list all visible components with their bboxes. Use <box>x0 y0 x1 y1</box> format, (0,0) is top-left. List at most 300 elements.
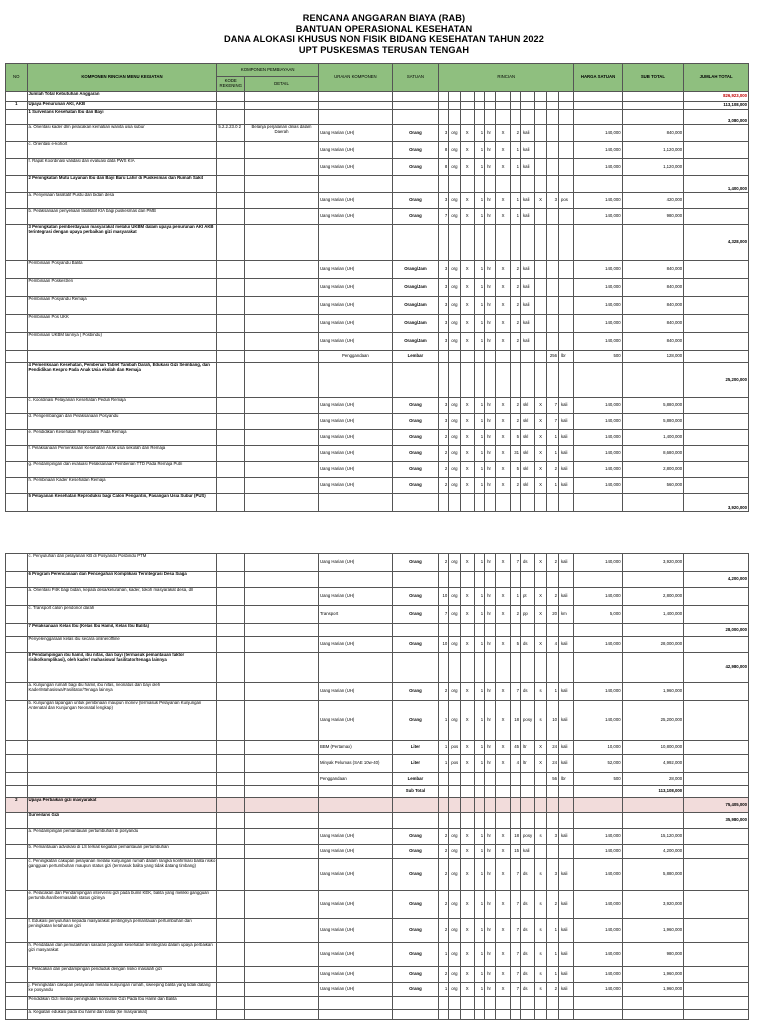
table-row <box>6 478 749 494</box>
row-rincian-5: hr <box>485 588 496 606</box>
row-rincian-8: ds <box>521 859 535 891</box>
row-rincian-10 <box>546 997 558 1010</box>
row-komponen <box>27 741 217 755</box>
row-rincian-11 <box>559 572 574 588</box>
row-komponen: Surveilans Gizi <box>27 813 217 829</box>
row-rincian-2: pos <box>449 755 460 773</box>
row-komponen: 5 Pelayanan Kesehatan Reproduksi bagi Calon Pengantin, Pasangan Usia Subur (PUS) <box>27 494 217 512</box>
row-rincian-1: 3 <box>439 125 449 142</box>
row-kode-rekening <box>217 430 245 446</box>
row-rincian-1 <box>439 494 449 512</box>
row-rincian-6: X <box>496 859 510 891</box>
table-row <box>6 813 749 829</box>
row-rincian-9: X <box>535 588 546 606</box>
row-rincian-10: 24 <box>546 741 558 755</box>
row-rincian-1: 7 <box>439 606 449 624</box>
row-rincian-3: X <box>460 159 474 176</box>
row-rincian-8 <box>521 351 535 363</box>
row-kode-rekening <box>217 606 245 624</box>
row-rincian-3 <box>460 1010 474 1020</box>
row-harga: 140,000 <box>574 209 622 225</box>
table-row <box>6 983 749 997</box>
row-harga <box>574 813 622 829</box>
row-rincian-7 <box>510 110 520 125</box>
table-row <box>6 637 749 653</box>
row-rincian-6 <box>496 1010 510 1020</box>
row-rincian-11 <box>558 363 573 398</box>
row-rincian-2: org <box>449 462 460 478</box>
row-rincian-4: 1 <box>474 446 484 462</box>
row-rincian-4: 1 <box>474 398 484 414</box>
row-rincian-8: ds <box>521 554 535 572</box>
row-harga: 140,000 <box>574 983 622 997</box>
row-no <box>6 193 28 209</box>
row-uraian: Uang Harian (UH) <box>318 845 392 859</box>
row-rincian-11: pos <box>558 193 573 209</box>
row-rincian-10 <box>546 494 558 512</box>
table-row <box>6 967 749 983</box>
row-rincian-8: kali <box>521 142 535 159</box>
row-jumlah <box>684 446 749 462</box>
row-kode-rekening <box>217 333 245 351</box>
row-detail <box>245 554 319 572</box>
row-rincian-9 <box>535 102 546 110</box>
row-no <box>6 943 28 967</box>
table-row <box>6 859 749 891</box>
row-uraian: Uang Harian (UH) <box>318 333 392 351</box>
row-rincian-4: 1 <box>474 943 484 967</box>
table-row <box>6 755 749 773</box>
row-uraian: Uang Harian (UH) <box>318 478 392 494</box>
row-rincian-10 <box>546 176 558 193</box>
col-pembiayaan: KOMPONEN PEMBIAYAAN <box>217 64 319 77</box>
row-rincian-9 <box>535 333 546 351</box>
row-rincian-10: 2 <box>546 891 558 919</box>
row-rincian-1: 2 <box>439 430 449 446</box>
row-rincian-11 <box>558 494 573 512</box>
row-jumlah <box>684 683 749 701</box>
row-jumlah: 826,923,000 <box>684 92 749 102</box>
row-rincian-3: X <box>460 606 474 624</box>
row-rincian-3 <box>460 624 474 637</box>
row-harga: 140,000 <box>574 430 622 446</box>
row-rincian-10 <box>546 159 558 176</box>
row-rincian-6 <box>496 624 510 637</box>
row-uraian <box>318 997 392 1010</box>
row-rincian-5 <box>485 798 496 813</box>
row-rincian-3 <box>460 494 474 512</box>
row-rincian-9 <box>535 110 546 125</box>
row-rincian-10 <box>546 798 558 813</box>
table-row <box>6 102 749 110</box>
row-rincian-4 <box>474 773 484 786</box>
row-rincian-5 <box>485 494 496 512</box>
row-rincian-8: ltr <box>521 755 535 773</box>
row-satuan: Lembar <box>392 773 438 786</box>
row-rincian-1: 3 <box>439 315 449 333</box>
row-rincian-11 <box>558 225 573 261</box>
row-detail <box>245 297 319 315</box>
row-subtotal: 1,960,000 <box>622 683 684 701</box>
row-rincian-9: X <box>535 755 546 773</box>
row-no <box>6 478 28 494</box>
row-rincian-10: 56 <box>546 773 558 786</box>
row-rincian-8: skl <box>521 462 535 478</box>
row-kode-rekening: 5.2.2.23.0 2 <box>217 125 245 142</box>
row-rincian-8: skl <box>521 398 535 414</box>
row-rincian-3: X <box>460 983 474 997</box>
row-no <box>6 363 28 398</box>
row-rincian-3 <box>460 102 474 110</box>
row-harga <box>574 653 622 683</box>
row-rincian-8: kali <box>521 261 535 279</box>
row-subtotal <box>622 102 684 110</box>
row-subtotal: 3,920,000 <box>622 554 684 572</box>
row-no <box>6 683 28 701</box>
row-komponen: c. Koordinasi Pelayanan Kesehatan Peduli Remaja <box>27 398 217 414</box>
row-satuan: Orang <box>392 193 438 209</box>
row-rincian-7: 1 <box>510 193 520 209</box>
row-harga: 140,000 <box>574 193 622 209</box>
row-no <box>6 653 28 683</box>
row-rincian-2: org <box>449 193 460 209</box>
row-rincian-9 <box>535 1010 546 1020</box>
row-rincian-9: s <box>535 829 546 845</box>
row-rincian-5: hr <box>485 943 496 967</box>
row-rincian-5 <box>485 351 496 363</box>
row-jumlah: 35,980,000 <box>684 813 749 829</box>
row-kode-rekening <box>217 891 245 919</box>
row-rincian-9: s <box>535 701 546 741</box>
row-rincian-7: 5 <box>510 430 520 446</box>
row-rincian-2: org <box>449 983 460 997</box>
row-rincian-6: X <box>496 683 510 701</box>
row-rincian-11 <box>558 297 573 315</box>
row-rincian-6: X <box>496 943 510 967</box>
row-komponen: 6 Program Perencanaan dan Pencegahan Komplikasi Terintegrasi Desa Siaga <box>27 572 217 588</box>
row-uraian <box>318 110 392 125</box>
row-uraian: Uang Harian (UH) <box>318 414 392 430</box>
row-rincian-4: 1 <box>474 315 484 333</box>
row-jumlah <box>684 414 749 430</box>
row-rincian-8: ds <box>521 891 535 919</box>
row-subtotal: 840,000 <box>622 297 684 315</box>
row-kode-rekening <box>217 859 245 891</box>
row-no: 2 <box>6 798 28 813</box>
row-rincian-10: 24 <box>546 755 558 773</box>
row-rincian-7: 7 <box>510 859 520 891</box>
row-harga: 140,000 <box>574 701 622 741</box>
row-rincian-6 <box>496 494 510 512</box>
row-rincian-2: org <box>449 606 460 624</box>
row-rincian-2 <box>449 653 460 683</box>
row-rincian-6: X <box>496 741 510 755</box>
row-uraian: Uang Harian (UH) <box>318 279 392 297</box>
row-satuan: Liter <box>392 741 438 755</box>
row-no <box>6 446 28 462</box>
row-rincian-3: X <box>460 297 474 315</box>
row-satuan: Orang <box>392 829 438 845</box>
row-uraian: Uang Harian (UH) <box>318 701 392 741</box>
row-rincian-7: 7 <box>510 683 520 701</box>
row-rincian-1: 3 <box>439 261 449 279</box>
row-komponen: a. Orientasi kader dlm pelacakan kematian wanita usia subur <box>27 125 217 142</box>
row-uraian: Uang Harian (UH) <box>318 446 392 462</box>
document-header <box>0 0 768 60</box>
row-detail <box>245 919 319 943</box>
row-uraian: Uang Harian (UH) <box>318 159 392 176</box>
col-satuan: SATUAN <box>392 64 438 92</box>
row-harga: 140,000 <box>574 125 622 142</box>
row-kode-rekening <box>217 414 245 430</box>
row-uraian: Uang Harian (UH) <box>318 967 392 983</box>
row-rincian-2: org <box>449 943 460 967</box>
row-satuan: Lembar <box>392 351 438 363</box>
row-harga: 140,000 <box>574 683 622 701</box>
row-rincian-7 <box>510 653 520 683</box>
row-rincian-1 <box>439 225 449 261</box>
row-uraian <box>318 225 392 261</box>
row-jumlah: 4,328,000 <box>684 225 749 261</box>
row-satuan: Orang <box>392 446 438 462</box>
row-detail <box>245 225 319 261</box>
row-satuan: Orang <box>392 430 438 446</box>
table-row <box>6 1010 749 1020</box>
row-jumlah <box>684 478 749 494</box>
row-rincian-5 <box>485 624 496 637</box>
row-kode-rekening <box>217 741 245 755</box>
row-rincian-9: s <box>535 891 546 919</box>
row-rincian-1: 2 <box>439 919 449 943</box>
row-no <box>6 919 28 943</box>
row-satuan: Orang <box>392 398 438 414</box>
row-rincian-10: 7 <box>546 414 558 430</box>
row-rincian-1 <box>439 813 449 829</box>
row-rincian-6: X <box>496 967 510 983</box>
row-no <box>6 261 28 279</box>
row-satuan: Orang <box>392 701 438 741</box>
row-jumlah <box>684 786 749 798</box>
row-kode-rekening <box>217 997 245 1010</box>
row-uraian <box>318 624 392 637</box>
title-line-4: UPT PUSKESMAS TERUSAN TENGAH <box>298 44 470 55</box>
row-harga: 140,000 <box>574 845 622 859</box>
row-rincian-4 <box>474 653 484 683</box>
table-row <box>6 351 749 363</box>
row-rincian-5: hr <box>485 845 496 859</box>
row-detail: Belanja perjalanan dinas dalam Daerah <box>245 125 319 142</box>
row-rincian-10 <box>546 813 558 829</box>
row-rincian-8: ds <box>521 983 535 997</box>
row-rincian-10 <box>546 92 558 102</box>
row-rincian-7 <box>510 773 520 786</box>
row-detail <box>245 983 319 997</box>
row-rincian-10 <box>546 297 558 315</box>
row-rincian-8: pt <box>521 588 535 606</box>
row-rincian-9: X <box>535 478 546 494</box>
row-subtotal: 3,920,000 <box>622 891 684 919</box>
row-no <box>6 997 28 1010</box>
row-rincian-8 <box>521 102 535 110</box>
row-rincian-5 <box>485 225 496 261</box>
row-rincian-5: hr <box>485 859 496 891</box>
row-rincian-3: X <box>460 859 474 891</box>
row-rincian-8 <box>521 494 535 512</box>
row-no <box>6 462 28 478</box>
row-detail <box>245 773 319 786</box>
row-no: 1 <box>6 102 28 110</box>
row-rincian-8 <box>521 363 535 398</box>
row-kode-rekening <box>217 653 245 683</box>
row-no <box>6 637 28 653</box>
row-rincian-1 <box>439 786 449 798</box>
row-rincian-3: X <box>460 755 474 773</box>
row-satuan: Orang <box>392 891 438 919</box>
table-row <box>6 786 749 798</box>
row-rincian-1: 3 <box>439 297 449 315</box>
row-rincian-4 <box>474 798 484 813</box>
row-harga: 140,000 <box>574 588 622 606</box>
row-detail <box>245 798 319 813</box>
row-rincian-1: 1 <box>439 755 449 773</box>
row-rincian-3 <box>460 363 474 398</box>
row-rincian-9 <box>535 997 546 1010</box>
row-satuan <box>392 225 438 261</box>
row-no <box>6 588 28 606</box>
row-rincian-1: 2 <box>439 554 449 572</box>
row-rincian-9 <box>535 845 546 859</box>
row-harga: 140,000 <box>574 891 622 919</box>
row-rincian-3: X <box>460 414 474 430</box>
row-uraian <box>318 1010 392 1020</box>
row-jumlah <box>684 588 749 606</box>
row-satuan: Orang <box>392 159 438 176</box>
table-row <box>6 92 749 102</box>
row-rincian-11: kali <box>558 414 573 430</box>
row-rincian-6 <box>496 176 510 193</box>
row-rincian-11 <box>558 333 573 351</box>
row-rincian-5 <box>485 92 496 102</box>
row-rincian-4: 1 <box>474 606 484 624</box>
row-rincian-4: 1 <box>474 333 484 351</box>
row-rincian-8: ds <box>521 943 535 967</box>
row-komponen: d. Pengembangan dan Pelaksanaan Posyandu <box>27 414 217 430</box>
row-rincian-11 <box>559 798 574 813</box>
row-rincian-11: kali <box>558 446 573 462</box>
row-rincian-9: X <box>535 430 546 446</box>
row-rincian-3 <box>460 786 474 798</box>
table-row <box>6 414 749 430</box>
row-rincian-11 <box>558 142 573 159</box>
row-rincian-2: org <box>449 554 460 572</box>
row-rincian-3: X <box>460 637 474 653</box>
row-rincian-1: 2 <box>439 845 449 859</box>
row-detail <box>245 279 319 297</box>
row-rincian-6 <box>496 102 510 110</box>
row-rincian-10: 4 <box>546 637 558 653</box>
row-rincian-11: km <box>559 606 574 624</box>
row-rincian-8: kali <box>521 193 535 209</box>
row-rincian-2 <box>449 494 460 512</box>
row-rincian-1: 2 <box>439 829 449 845</box>
row-rincian-8: kali <box>521 209 535 225</box>
row-rincian-1: 1 <box>439 701 449 741</box>
row-rincian-11 <box>558 279 573 297</box>
row-rincian-8: kali <box>521 279 535 297</box>
row-rincian-5: hr <box>485 315 496 333</box>
row-rincian-8: ds <box>521 683 535 701</box>
row-rincian-8: ltr <box>521 741 535 755</box>
row-subtotal: 980,000 <box>622 943 684 967</box>
row-kode-rekening <box>217 1010 245 1020</box>
row-rincian-7 <box>510 572 520 588</box>
row-rincian-10: 1 <box>546 430 558 446</box>
row-kode-rekening <box>217 637 245 653</box>
row-rincian-8 <box>521 1010 535 1020</box>
row-kode-rekening <box>217 701 245 741</box>
row-komponen: g. Pendampingan dan evaluasi Pelaksanaan Pemberian TTD Pada Remaja Putri <box>27 462 217 478</box>
row-rincian-7: 7 <box>510 891 520 919</box>
row-subtotal <box>622 110 684 125</box>
row-rincian-6: X <box>496 829 510 845</box>
row-uraian: Uang Harian (UH) <box>318 297 392 315</box>
col-kode: KODE REKENING <box>217 77 245 92</box>
row-uraian <box>318 798 392 813</box>
row-satuan: Orang/Jam <box>392 297 438 315</box>
row-rincian-10: 1 <box>546 967 558 983</box>
row-rincian-7: 2 <box>510 279 520 297</box>
row-subtotal: 980,000 <box>622 209 684 225</box>
col-rincian: RINCIAN <box>439 64 574 92</box>
row-rincian-11 <box>559 813 574 829</box>
row-rincian-11: kali <box>559 943 574 967</box>
row-detail <box>245 209 319 225</box>
row-komponen: b. Pelaksanaan penyeliaan fasilitatif KIA bagi puskesmas dan PMB <box>27 209 217 225</box>
row-rincian-1: 2 <box>439 478 449 494</box>
row-uraian: Uang Harian (UH) <box>318 209 392 225</box>
row-komponen: a. Kunjungan rumah bagi ibu hamil, ibu nifas, neonatus dan bayi oleh Kader/Mahasiswa/Fasilitator/Tenaga lainnya <box>27 683 217 701</box>
row-satuan <box>392 653 438 683</box>
row-subtotal: 560,000 <box>622 478 684 494</box>
row-uraian <box>318 653 392 683</box>
row-rincian-4: 1 <box>474 193 484 209</box>
row-detail <box>245 606 319 624</box>
row-subtotal: 1,400,000 <box>622 606 684 624</box>
row-rincian-2 <box>449 572 460 588</box>
row-rincian-6: X <box>496 919 510 943</box>
row-rincian-2: org <box>449 891 460 919</box>
table-row <box>6 261 749 279</box>
row-rincian-5 <box>485 1010 496 1020</box>
row-subtotal <box>622 624 684 637</box>
row-rincian-1: 2 <box>439 859 449 891</box>
row-satuan: Orang <box>392 919 438 943</box>
row-rincian-9 <box>535 92 546 102</box>
row-rincian-6: X <box>496 209 510 225</box>
row-rincian-9 <box>535 624 546 637</box>
row-rincian-2: pos <box>449 741 460 755</box>
row-rincian-3 <box>460 813 474 829</box>
row-rincian-4: 1 <box>474 588 484 606</box>
row-subtotal: 5,880,000 <box>622 414 684 430</box>
row-rincian-5: hr <box>485 261 496 279</box>
row-harga: 140,000 <box>574 398 622 414</box>
row-harga: 140,000 <box>574 142 622 159</box>
row-harga: 140,000 <box>574 297 622 315</box>
table-row <box>6 176 749 193</box>
row-satuan <box>392 176 438 193</box>
row-rincian-4: 1 <box>474 261 484 279</box>
